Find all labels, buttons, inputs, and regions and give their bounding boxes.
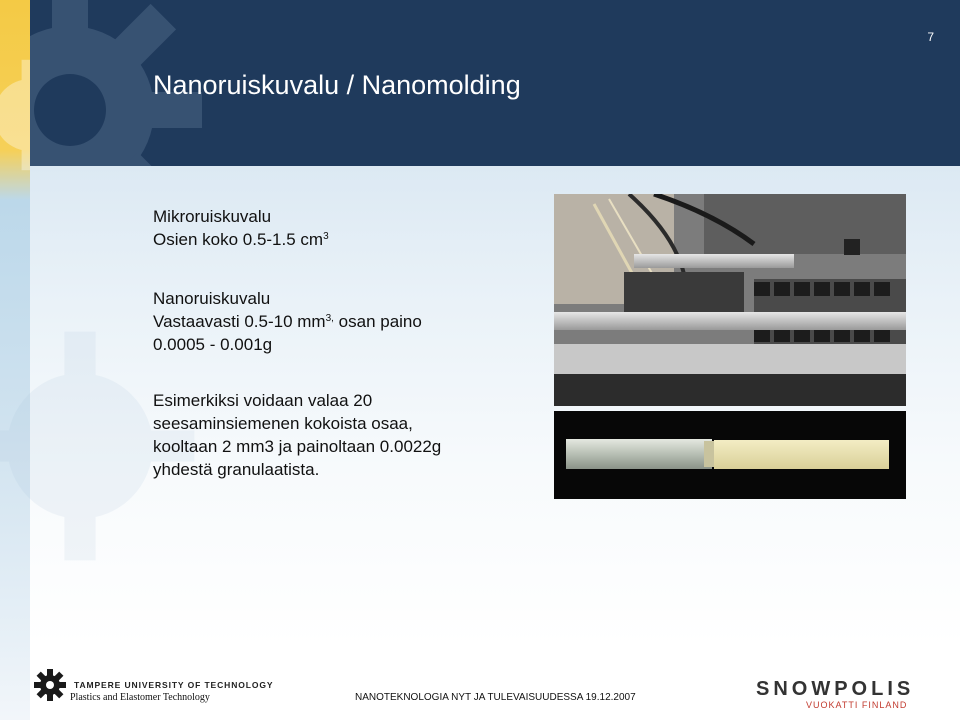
nanomolding-size-rest: osan paino [333, 312, 422, 331]
university-gear-logo-icon [33, 668, 67, 702]
molded-part-photo [554, 411, 906, 499]
page-number: 7 [927, 30, 934, 44]
university-name: TAMPERE UNIVERSITY OF TECHNOLOGY [74, 680, 274, 690]
nanomolding-size-superscript: 3, [325, 313, 334, 324]
nanomolding-size-text: Vastaavasti 0.5-10 mm [153, 312, 326, 331]
nanomolding-heading: Nanoruiskuvalu [153, 289, 271, 308]
machine-photo [554, 194, 906, 406]
micromolding-size [153, 228, 329, 251]
example-line: seesaminsiemenen kokoista osaa, [153, 414, 413, 433]
header-band [30, 0, 960, 166]
example-line: yhdestä granulaatista. [153, 460, 320, 479]
micromolding-heading: Mikroruiskuvalu [153, 207, 272, 226]
nanomolding-size [153, 310, 422, 333]
micromolding-size-text: Osien koko 0.5-1.5 cm [153, 230, 324, 249]
snowpolis-logo: SNOWPOLIS [756, 678, 915, 700]
event-footer-text: NANOTEKNOLOGIA NYT JA TULEVAISUUDESSA 19.12.2007 [355, 692, 636, 703]
micromolding-size-superscript: 3 [323, 231, 329, 242]
nanomolding-section [153, 287, 422, 356]
department-name: Plastics and Elastomer Technology [70, 692, 210, 703]
micromolding-section [153, 205, 329, 251]
nanomolding-weight: 0.0005 - 0.001g [153, 335, 273, 354]
example-paragraph [153, 389, 441, 481]
machine-illustration [554, 194, 906, 406]
example-line: kooltaan 2 mm3 ja painoltaan 0.0022g [153, 437, 442, 456]
example-line: Esimerkiksi voidaan valaa 20 [153, 391, 373, 410]
molded-part-illustration [554, 411, 906, 499]
snowpolis-logo-subtitle: VUOKATTI FINLAND [806, 700, 908, 710]
page-title: Nanoruiskuvalu / Nanomolding [153, 70, 521, 100]
